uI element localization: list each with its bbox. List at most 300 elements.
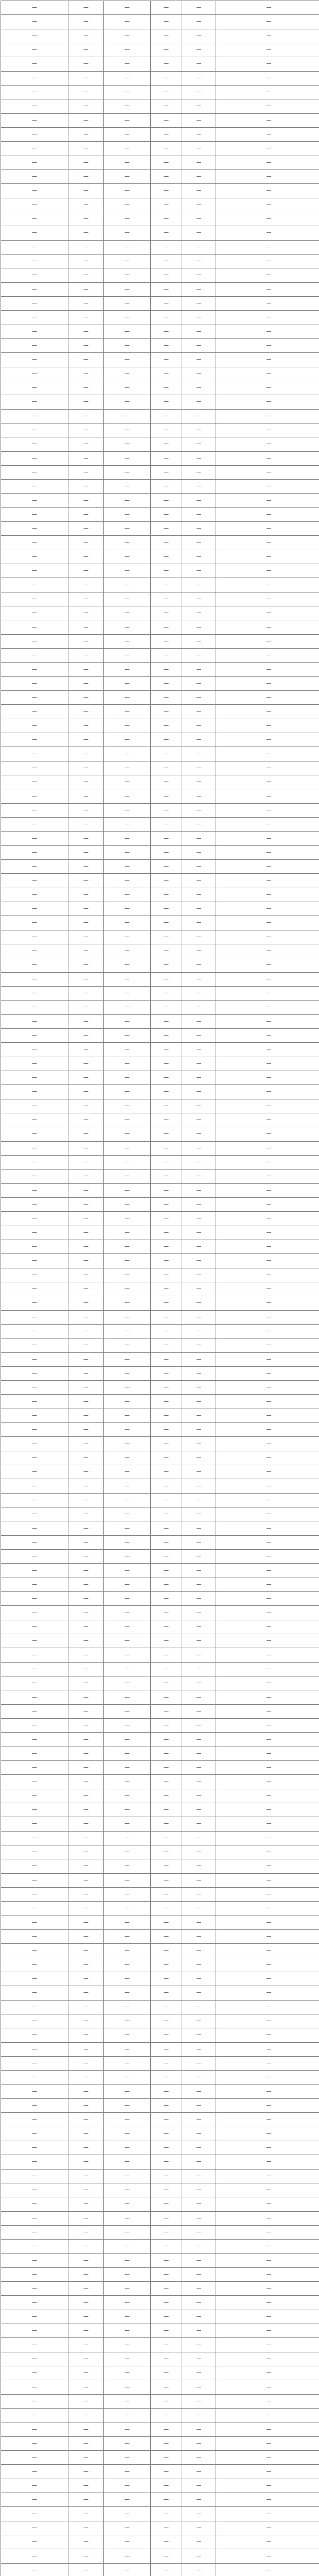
cell-count: — [151, 2409, 182, 2422]
cell-type: — [104, 1409, 151, 1422]
table-row [1, 1606, 319, 1620]
cell-count: — [151, 620, 182, 634]
cell-count: — [151, 1395, 182, 1409]
cell-amount: — [182, 2310, 216, 2324]
cell-note: — [216, 860, 319, 874]
cell-type: — [104, 1, 151, 15]
cell-amount: — [182, 1775, 216, 1789]
table-row [1, 1338, 319, 1352]
cell-amount: — [182, 296, 216, 310]
cell-village: — [1, 2296, 68, 2310]
cell-note: — [216, 663, 319, 676]
cell-type: — [104, 1606, 151, 1620]
cell-village: — [1, 1268, 68, 1282]
cell-amount: — [182, 1662, 216, 1676]
cell-type: — [104, 142, 151, 156]
cell-note: — [216, 437, 319, 451]
cell-village: — [1, 325, 68, 338]
cell-note: — [216, 226, 319, 240]
cell-note: — [216, 606, 319, 620]
cell-amount: — [182, 789, 216, 803]
cell-count: — [151, 2042, 182, 2056]
table-row [1, 2225, 319, 2239]
table-row [1, 156, 319, 170]
cell-village: — [1, 676, 68, 690]
cell-village: — [1, 1099, 68, 1113]
cell-note: — [216, 1437, 319, 1451]
cell-type: — [104, 986, 151, 1000]
cell-count: — [151, 2366, 182, 2380]
cell-count: — [151, 860, 182, 874]
table-row [1, 1564, 319, 1578]
table-row [1, 1972, 319, 1986]
cell-village: — [1, 170, 68, 183]
cell-type: — [104, 1958, 151, 1972]
table-row [1, 691, 319, 705]
cell-note: — [216, 353, 319, 367]
cell-village: — [1, 803, 68, 817]
cell-name: — [68, 1465, 104, 1479]
cell-name: — [68, 71, 104, 85]
cell-type: — [104, 2225, 151, 2239]
cell-type: — [104, 1085, 151, 1099]
cell-count: — [151, 832, 182, 845]
cell-type: — [104, 1001, 151, 1014]
cell-amount: — [182, 1887, 216, 1901]
table-row [1, 1620, 319, 1634]
cell-note: — [216, 818, 319, 832]
cell-note: — [216, 1803, 319, 1817]
table-row [1, 1155, 319, 1169]
cell-village: — [1, 1789, 68, 1803]
cell-amount: — [182, 142, 216, 156]
cell-count: — [151, 2197, 182, 2211]
table-row [1, 142, 319, 156]
cell-count: — [151, 761, 182, 775]
cell-name: — [68, 2098, 104, 2112]
cell-count: — [151, 522, 182, 536]
cell-village: — [1, 1043, 68, 1057]
cell-name: — [68, 620, 104, 634]
cell-note: — [216, 1887, 319, 1901]
cell-note: — [216, 1043, 319, 1057]
cell-name: — [68, 2507, 104, 2521]
cell-village: — [1, 254, 68, 268]
table-row [1, 761, 319, 775]
cell-name: — [68, 1212, 104, 1226]
table-row [1, 1676, 319, 1690]
cell-note: — [216, 142, 319, 156]
cell-count: — [151, 1831, 182, 1845]
cell-village: — [1, 2521, 68, 2535]
cell-note: — [216, 1929, 319, 1943]
table-row [1, 2253, 319, 2267]
cell-count: — [151, 113, 182, 127]
cell-name: — [68, 1719, 104, 1733]
table-row [1, 1451, 319, 1465]
cell-village: — [1, 2563, 68, 2576]
cell-village: — [1, 1521, 68, 1535]
table-row [1, 634, 319, 648]
cell-name: — [68, 1606, 104, 1620]
cell-count: — [151, 1155, 182, 1169]
cell-note: — [216, 1916, 319, 1929]
cell-name: — [68, 156, 104, 170]
cell-type: — [104, 409, 151, 423]
cell-village: — [1, 860, 68, 874]
cell-type: — [104, 550, 151, 564]
cell-count: — [151, 1507, 182, 1521]
cell-count: — [151, 1423, 182, 1437]
cell-amount: — [182, 1578, 216, 1591]
cell-amount: — [182, 1803, 216, 1817]
cell-name: — [68, 1381, 104, 1395]
cell-amount: — [182, 1366, 216, 1380]
cell-type: — [104, 1873, 151, 1887]
cell-count: — [151, 634, 182, 648]
cell-count: — [151, 2493, 182, 2507]
table-row [1, 1761, 319, 1775]
cell-name: — [68, 1550, 104, 1564]
cell-village: — [1, 1958, 68, 1972]
cell-type: — [104, 1479, 151, 1493]
cell-type: — [104, 2183, 151, 2197]
table-row [1, 1859, 319, 1873]
cell-amount: — [182, 1141, 216, 1155]
table-row [1, 1085, 319, 1099]
cell-count: — [151, 367, 182, 381]
cell-village: — [1, 1634, 68, 1648]
cell-village: — [1, 2436, 68, 2450]
table-row [1, 775, 319, 789]
table-row [1, 15, 319, 29]
cell-amount: — [182, 663, 216, 676]
cell-count: — [151, 395, 182, 409]
cell-note: — [216, 29, 319, 43]
table-row [1, 2338, 319, 2352]
cell-type: — [104, 381, 151, 395]
cell-name: — [68, 986, 104, 1000]
cell-name: — [68, 494, 104, 507]
cell-village: — [1, 212, 68, 226]
cell-type: — [104, 1254, 151, 1268]
cell-type: — [104, 437, 151, 451]
cell-count: — [151, 592, 182, 606]
cell-name: — [68, 1887, 104, 1901]
cell-name: — [68, 1254, 104, 1268]
cell-name: — [68, 1929, 104, 1943]
cell-note: — [216, 1423, 319, 1437]
cell-amount: — [182, 930, 216, 944]
table-row [1, 1733, 319, 1747]
cell-village: — [1, 1831, 68, 1845]
table-row [1, 620, 319, 634]
cell-type: — [104, 1916, 151, 1929]
cell-count: — [151, 1409, 182, 1422]
cell-village: — [1, 1338, 68, 1352]
cell-note: — [216, 620, 319, 634]
cell-amount: — [182, 99, 216, 113]
cell-village: — [1, 2071, 68, 2084]
cell-count: — [151, 2507, 182, 2521]
cell-village: — [1, 2479, 68, 2493]
subsidy-list-document [0, 1, 319, 2576]
cell-note: — [216, 2465, 319, 2479]
cell-village: — [1, 2409, 68, 2422]
cell-count: — [151, 1676, 182, 1690]
cell-village: — [1, 592, 68, 606]
table-row [1, 2014, 319, 2028]
cell-note: — [216, 1662, 319, 1676]
table-row [1, 1240, 319, 1253]
cell-amount: — [182, 550, 216, 564]
table-row [1, 536, 319, 550]
cell-name: — [68, 2521, 104, 2535]
table-row [1, 494, 319, 507]
cell-name: — [68, 747, 104, 761]
cell-name: — [68, 2211, 104, 2225]
cell-village: — [1, 409, 68, 423]
cell-name: — [68, 1592, 104, 1606]
cell-count: — [151, 311, 182, 325]
cell-amount: — [182, 113, 216, 127]
cell-count: — [151, 1958, 182, 1972]
cell-type: — [104, 1831, 151, 1845]
cell-village: — [1, 2028, 68, 2042]
cell-count: — [151, 2451, 182, 2465]
cell-note: — [216, 1155, 319, 1169]
cell-amount: — [182, 1282, 216, 1296]
cell-village: — [1, 142, 68, 156]
cell-count: — [151, 1690, 182, 1704]
cell-note: — [216, 395, 319, 409]
cell-amount: — [182, 1493, 216, 1507]
cell-amount: — [182, 1437, 216, 1451]
cell-note: — [216, 43, 319, 57]
cell-type: — [104, 395, 151, 409]
cell-note: — [216, 2310, 319, 2324]
cell-name: — [68, 465, 104, 479]
cell-type: — [104, 522, 151, 536]
cell-amount: — [182, 2394, 216, 2408]
cell-amount: — [182, 2211, 216, 2225]
cell-type: — [104, 325, 151, 338]
cell-village: — [1, 1310, 68, 1324]
cell-name: — [68, 423, 104, 437]
table-row [1, 592, 319, 606]
cell-amount: — [182, 1155, 216, 1169]
cell-name: — [68, 480, 104, 494]
cell-type: — [104, 1127, 151, 1141]
cell-note: — [216, 2056, 319, 2070]
cell-name: — [68, 2183, 104, 2197]
cell-village: — [1, 2535, 68, 2549]
cell-name: — [68, 1057, 104, 1071]
cell-amount: — [182, 1113, 216, 1127]
cell-note: — [216, 1902, 319, 1916]
cell-village: — [1, 2422, 68, 2436]
cell-amount: — [182, 2084, 216, 2098]
cell-amount: — [182, 986, 216, 1000]
cell-amount: — [182, 127, 216, 141]
table-row [1, 1057, 319, 1071]
cell-note: — [216, 761, 319, 775]
table-row [1, 1902, 319, 1916]
cell-village: — [1, 1535, 68, 1549]
cell-count: — [151, 2240, 182, 2253]
cell-village: — [1, 832, 68, 845]
cell-count: — [151, 212, 182, 226]
cell-name: — [68, 198, 104, 212]
cell-note: — [216, 1113, 319, 1127]
cell-name: — [68, 507, 104, 521]
cell-village: — [1, 874, 68, 888]
cell-count: — [151, 2465, 182, 2479]
cell-name: — [68, 311, 104, 325]
cell-note: — [216, 381, 319, 395]
table-row [1, 184, 319, 198]
cell-amount: — [182, 1704, 216, 1718]
cell-name: — [68, 451, 104, 465]
cell-amount: — [182, 2014, 216, 2028]
cell-note: — [216, 1254, 319, 1268]
cell-amount: — [182, 15, 216, 29]
cell-name: — [68, 1521, 104, 1535]
cell-amount: — [182, 1352, 216, 1366]
cell-type: — [104, 719, 151, 733]
cell-amount: — [182, 944, 216, 958]
cell-name: — [68, 57, 104, 71]
cell-count: — [151, 818, 182, 832]
cell-name: — [68, 634, 104, 648]
cell-amount: — [182, 437, 216, 451]
cell-name: — [68, 1831, 104, 1845]
cell-note: — [216, 296, 319, 310]
cell-note: — [216, 747, 319, 761]
table-row [1, 1395, 319, 1409]
table-row [1, 1465, 319, 1479]
cell-village: — [1, 2056, 68, 2070]
table-row [1, 2267, 319, 2281]
cell-type: — [104, 1676, 151, 1690]
cell-note: — [216, 2380, 319, 2394]
cell-village: — [1, 1085, 68, 1099]
cell-name: — [68, 1902, 104, 1916]
cell-count: — [151, 1803, 182, 1817]
cell-village: — [1, 1282, 68, 1296]
cell-type: — [104, 1493, 151, 1507]
cell-village: — [1, 1817, 68, 1831]
cell-note: — [216, 676, 319, 690]
cell-amount: — [182, 775, 216, 789]
cell-village: — [1, 733, 68, 747]
cell-type: — [104, 845, 151, 859]
cell-village: — [1, 338, 68, 352]
cell-name: — [68, 2141, 104, 2155]
cell-amount: — [182, 1873, 216, 1887]
cell-amount: — [182, 1057, 216, 1071]
cell-count: — [151, 156, 182, 170]
cell-name: — [68, 1564, 104, 1578]
cell-count: — [151, 1775, 182, 1789]
cell-village: — [1, 1859, 68, 1873]
cell-amount: — [182, 1338, 216, 1352]
cell-village: — [1, 888, 68, 902]
cell-count: — [151, 437, 182, 451]
cell-village: — [1, 578, 68, 592]
cell-count: — [151, 1845, 182, 1859]
table-row [1, 1409, 319, 1422]
cell-type: — [104, 2141, 151, 2155]
cell-amount: — [182, 606, 216, 620]
cell-amount: — [182, 916, 216, 930]
cell-name: — [68, 1268, 104, 1282]
cell-name: — [68, 1761, 104, 1775]
cell-village: — [1, 1465, 68, 1479]
cell-type: — [104, 1043, 151, 1057]
cell-type: — [104, 789, 151, 803]
cell-name: — [68, 2155, 104, 2169]
cell-note: — [216, 2493, 319, 2507]
cell-count: — [151, 536, 182, 550]
table-row [1, 2409, 319, 2422]
cell-type: — [104, 2098, 151, 2112]
cell-village: — [1, 1648, 68, 1662]
cell-amount: — [182, 845, 216, 859]
cell-type: — [104, 1761, 151, 1775]
cell-note: — [216, 1747, 319, 1760]
cell-count: — [151, 1902, 182, 1916]
cell-name: — [68, 1338, 104, 1352]
cell-village: — [1, 1873, 68, 1887]
table-row [1, 902, 319, 916]
cell-count: — [151, 775, 182, 789]
cell-village: — [1, 2352, 68, 2366]
cell-note: — [216, 367, 319, 381]
cell-note: — [216, 2535, 319, 2549]
table-row [1, 733, 319, 747]
table-row [1, 649, 319, 663]
cell-village: — [1, 1183, 68, 1197]
cell-type: — [104, 1929, 151, 1943]
cell-count: — [151, 1028, 182, 1042]
cell-village: — [1, 1592, 68, 1606]
cell-name: — [68, 1747, 104, 1760]
cell-amount: — [182, 395, 216, 409]
cell-type: — [104, 29, 151, 43]
cell-name: — [68, 1972, 104, 1986]
cell-note: — [216, 15, 319, 29]
table-row [1, 1226, 319, 1240]
cell-count: — [151, 1944, 182, 1958]
table-row [1, 282, 319, 296]
cell-count: — [151, 1761, 182, 1775]
cell-type: — [104, 2084, 151, 2098]
cell-village: — [1, 1479, 68, 1493]
cell-village: — [1, 1409, 68, 1422]
cell-note: — [216, 1859, 319, 1873]
cell-amount: — [182, 282, 216, 296]
table-row [1, 1747, 319, 1760]
cell-amount: — [182, 325, 216, 338]
cell-amount: — [182, 1423, 216, 1437]
cell-note: — [216, 2240, 319, 2253]
cell-name: — [68, 1071, 104, 1084]
cell-note: — [216, 2451, 319, 2465]
cell-name: — [68, 2000, 104, 2014]
table-row [1, 2183, 319, 2197]
table-row [1, 240, 319, 254]
